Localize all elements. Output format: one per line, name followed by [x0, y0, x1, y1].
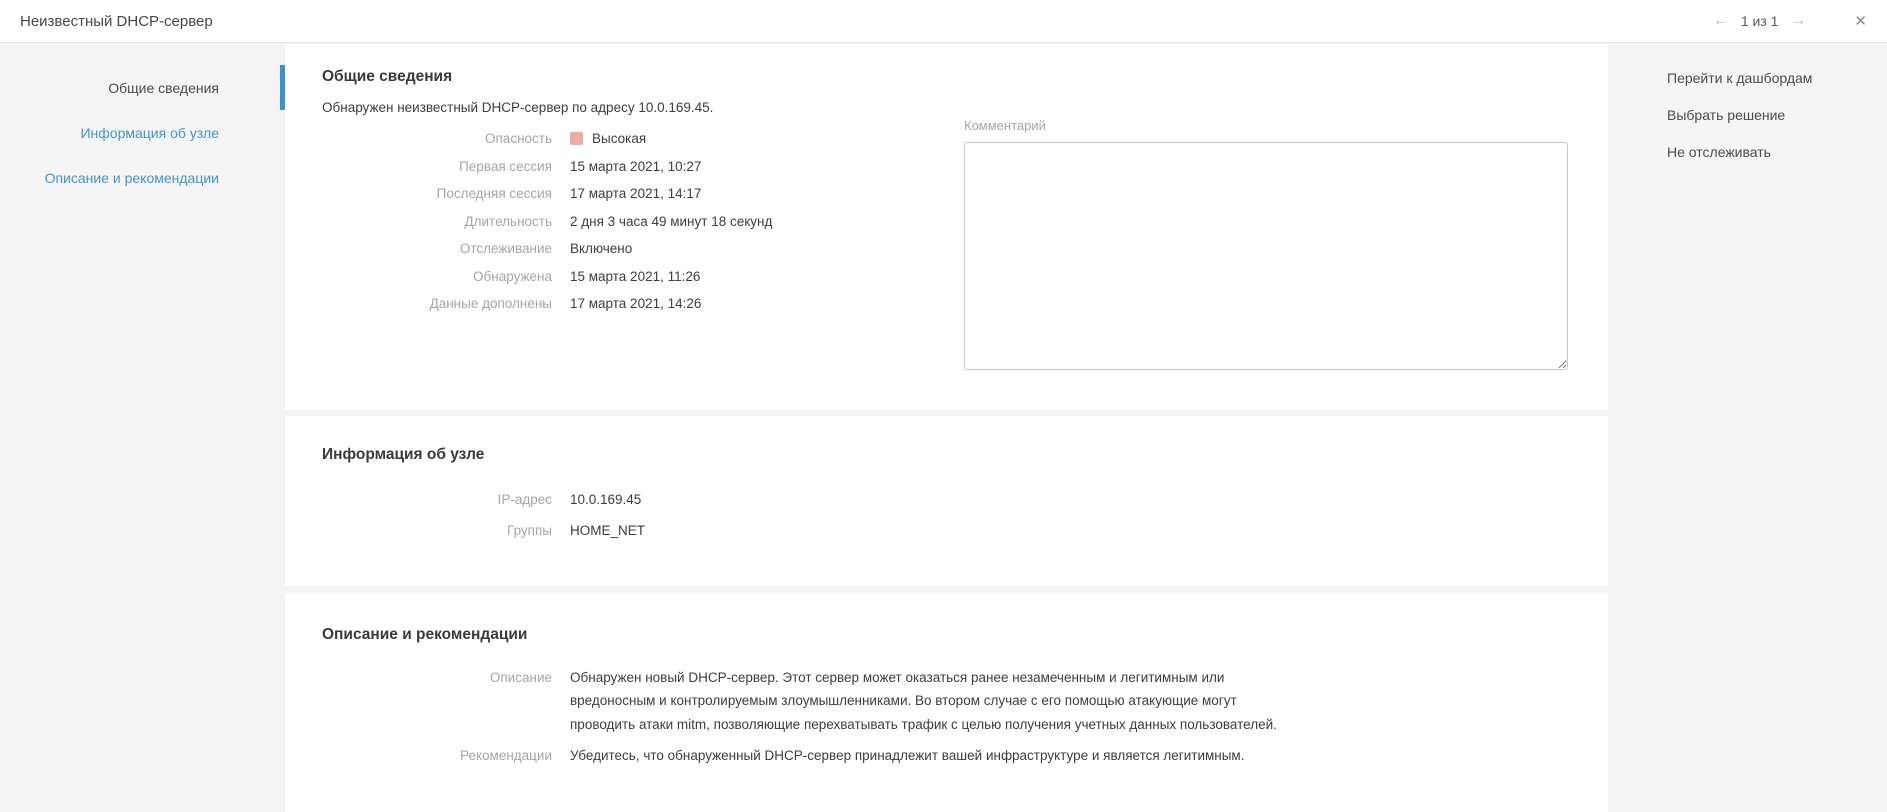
danger-level-icon [570, 132, 583, 145]
top-bar [0, 0, 1887, 43]
next-arrow-icon[interactable]: → [1790, 12, 1807, 29]
card-general [285, 44, 1608, 410]
field-label: Обнаружена [473, 268, 552, 284]
field-label: Отслеживание [459, 241, 552, 257]
danger-value [570, 131, 646, 146]
pagination-label: 1 из 1 [1740, 13, 1779, 29]
field-value: 15 марта 2021, 10:27 [570, 158, 702, 174]
field-row-description [322, 666, 1608, 736]
field-label: Рекомендации [460, 747, 552, 763]
actions-panel [1608, 44, 1887, 812]
card-general-intro: Обнаружен неизвестный DHCP-сервер по адресу 10.0.169.45. [322, 100, 714, 115]
field-label: Данные дополнены [429, 296, 552, 312]
field-label: Описание [489, 670, 552, 685]
host-fields [322, 484, 1608, 546]
field-label: Последняя сессия [436, 186, 552, 202]
prev-arrow-icon[interactable]: ← [1712, 12, 1729, 29]
page-title: Неизвестный DHCP-сервер [20, 12, 213, 30]
danger-level-text: Высокая [592, 131, 647, 147]
field-label: IP-адрес [497, 492, 552, 507]
main-column [285, 44, 1608, 812]
pagination [1713, 13, 1867, 29]
field-label: Длительность [464, 213, 552, 229]
nav-item-general[interactable]: Общие сведения [0, 65, 285, 110]
card-host-info [285, 416, 1608, 586]
field-value: 2 дня 3 часа 49 минут 18 секунд [570, 213, 773, 229]
field-label: Опасность [485, 131, 552, 147]
field-value: 15 марта 2021, 11:26 [570, 268, 701, 284]
field-value: HOME_NET [570, 523, 646, 538]
field-label: Первая сессия [459, 158, 552, 174]
field-value: 17 марта 2021, 14:26 [570, 296, 702, 312]
field-value: Включено [570, 241, 633, 257]
field-value: Обнаружен новый DHCP-сервер. Этот сервер может оказаться ранее незамеченным и легитимным или вредоносным и контролируемым злоумышленниками. Во втором случае с его помощью атакующие могут проводить атаки mitm, позволяющие перехватывать трафик с целью получения учетных данных пользователей. [570, 670, 1277, 732]
comment-input[interactable] [964, 142, 1568, 370]
card-general-title: Общие сведения [322, 68, 453, 85]
field-value: 10.0.169.45 [570, 492, 642, 507]
comment-block [964, 118, 1568, 370]
card-host-title: Информация об узле [322, 446, 485, 463]
action-choose-resolution[interactable]: Выбрать решение [1667, 107, 1786, 123]
description-fields [322, 666, 1608, 767]
field-row-recommendations [322, 744, 1608, 767]
card-description-title: Описание и рекомендации [322, 626, 528, 643]
action-go-to-dashboards[interactable]: Перейти к дашбордам [1667, 70, 1813, 86]
nav-item-host-info[interactable]: Информация об узле [80, 124, 219, 141]
field-value: Убедитесь, что обнаруженный DHCP-сервер принадлежит вашей инфраструктуре и является легитимным. [570, 747, 1245, 763]
content-layout [0, 44, 1887, 812]
field-label: Группы [507, 523, 552, 538]
section-nav [0, 44, 285, 812]
nav-item-description[interactable]: Описание и рекомендации [44, 169, 219, 186]
card-description [285, 593, 1608, 812]
field-row-groups [322, 515, 1608, 546]
comment-label: Комментарий [964, 118, 1046, 133]
field-row-ip [322, 484, 1608, 515]
close-icon[interactable]: ✕ [1854, 12, 1867, 30]
action-stop-tracking[interactable]: Не отслеживать [1667, 144, 1771, 160]
field-value: 17 марта 2021, 14:17 [570, 186, 702, 202]
card-divider [285, 586, 1608, 593]
